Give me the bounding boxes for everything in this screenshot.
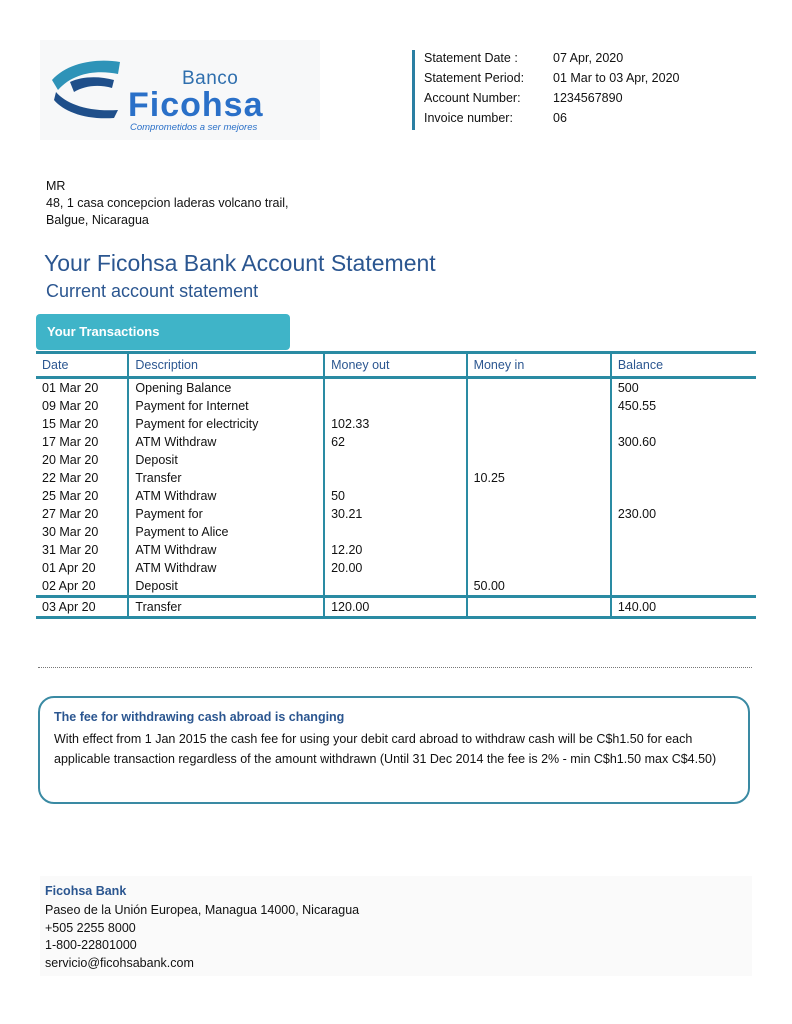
footer-bank-name: Ficohsa Bank bbox=[45, 884, 127, 898]
fee-notice-box bbox=[38, 696, 750, 804]
table-row bbox=[36, 541, 756, 559]
cell-money-in: 50.00 bbox=[467, 577, 611, 597]
notice-body: With effect from 1 Jan 2015 the cash fee for using your debit card abroad to withdraw cash will be C$h1.50 for each applicable transaction regardless of the amount withdrawn (Until 31 Dec 2014 the fee is 2% - min C$h1.50 max C$4.50) bbox=[54, 732, 717, 766]
cell-money-out: 12.20 bbox=[324, 541, 466, 559]
column-header-balance: Balance bbox=[611, 353, 756, 378]
meta-label: Statement Date : bbox=[424, 51, 518, 65]
bank-logo bbox=[40, 40, 320, 140]
cell-date: 25 Mar 20 bbox=[42, 489, 99, 503]
meta-value: 06 bbox=[553, 111, 567, 125]
table-row bbox=[36, 523, 756, 541]
table-row bbox=[36, 397, 756, 415]
table-row bbox=[36, 487, 756, 505]
cell-date: 27 Mar 20 bbox=[42, 507, 99, 521]
cell-money-out: 120.00 bbox=[324, 597, 466, 618]
cell-date: 31 Mar 20 bbox=[42, 543, 99, 557]
cell-money-out: 62 bbox=[324, 433, 466, 451]
footer-phone-2: 1-800-22801000 bbox=[45, 938, 137, 952]
meta-divider bbox=[412, 50, 415, 130]
cell-money-out bbox=[324, 397, 466, 415]
cell-money-in bbox=[467, 523, 611, 541]
page-subtitle: Current account statement bbox=[46, 281, 259, 301]
logo-tagline: Comprometidos a ser mejores bbox=[130, 122, 258, 133]
meta-label: Statement Period: bbox=[424, 71, 525, 85]
cell-date: 01 Mar 20 bbox=[42, 381, 99, 395]
table-row bbox=[36, 469, 756, 487]
cell-description: ATM Withdraw bbox=[128, 541, 324, 559]
cell-date: 03 Apr 20 bbox=[36, 597, 128, 618]
cell-date: 20 Mar 20 bbox=[42, 453, 99, 467]
table-row bbox=[36, 597, 756, 618]
footer-email: servicio@ficohsabank.com bbox=[45, 956, 194, 970]
cell-balance bbox=[611, 415, 756, 433]
cell-money-in bbox=[467, 597, 611, 618]
cell-balance bbox=[611, 523, 756, 541]
table-row bbox=[36, 415, 756, 433]
cell-date: 01 Apr 20 bbox=[42, 561, 96, 575]
cell-description: Payment for electricity bbox=[128, 415, 324, 433]
table-row bbox=[36, 577, 756, 597]
footer-address: Paseo de la Unión Europea, Managua 14000, Nicaragua bbox=[45, 903, 360, 917]
cell-balance bbox=[611, 559, 756, 577]
cell-money-in bbox=[467, 378, 611, 398]
cell-description: ATM Withdraw bbox=[128, 559, 324, 577]
cell-money-out: 30.21 bbox=[324, 505, 466, 523]
table-row bbox=[36, 559, 756, 577]
table-body bbox=[36, 378, 756, 618]
table-row bbox=[36, 433, 756, 451]
cell-money-in bbox=[467, 415, 611, 433]
notice-title: The fee for withdrawing cash abroad is changing bbox=[54, 710, 345, 724]
cell-description: Transfer bbox=[128, 469, 324, 487]
cell-date: 09 Mar 20 bbox=[42, 399, 99, 413]
cell-balance: 230.00 bbox=[611, 505, 756, 523]
cell-money-in bbox=[467, 559, 611, 577]
cell-balance: 450.55 bbox=[611, 397, 756, 415]
cell-date: 02 Apr 20 bbox=[42, 579, 96, 593]
column-header-money-in: Money in bbox=[467, 353, 611, 378]
address-line-1: 48, 1 casa concepcion laderas volcano trail, bbox=[46, 196, 289, 210]
cell-balance bbox=[611, 469, 756, 487]
cell-description: Payment for bbox=[128, 505, 324, 523]
cell-money-in bbox=[467, 433, 611, 451]
meta-value: 07 Apr, 2020 bbox=[553, 51, 624, 65]
cell-money-out bbox=[324, 469, 466, 487]
logo-banco-text: Banco bbox=[182, 68, 239, 89]
table-row bbox=[36, 451, 756, 469]
meta-label: Account Number: bbox=[424, 91, 521, 105]
cell-date: 22 Mar 20 bbox=[42, 471, 99, 485]
transactions-label: Your Transactions bbox=[47, 324, 160, 339]
cell-description: Deposit bbox=[128, 577, 324, 597]
cell-money-in bbox=[467, 541, 611, 559]
customer-name: MR bbox=[46, 179, 66, 193]
cell-balance bbox=[611, 451, 756, 469]
cell-money-in bbox=[467, 505, 611, 523]
table-row bbox=[36, 505, 756, 523]
cell-money-out: 20.00 bbox=[324, 559, 466, 577]
footer-phone-1: +505 2255 8000 bbox=[45, 921, 136, 935]
cell-balance bbox=[611, 577, 756, 597]
table-header-row bbox=[36, 353, 756, 378]
transactions-header bbox=[36, 314, 290, 350]
column-header-description: Description bbox=[128, 353, 324, 378]
column-header-date: Date bbox=[36, 353, 128, 378]
cell-money-out bbox=[324, 451, 466, 469]
meta-value: 01 Mar to 03 Apr, 2020 bbox=[553, 71, 680, 85]
customer-address bbox=[46, 178, 289, 229]
cell-balance: 140.00 bbox=[611, 597, 756, 618]
page-title: Your Ficohsa Bank Account Statement bbox=[44, 250, 436, 276]
cell-description: Transfer bbox=[128, 597, 324, 618]
cell-balance bbox=[611, 541, 756, 559]
cell-date: 15 Mar 20 bbox=[42, 417, 99, 431]
cell-money-in bbox=[467, 487, 611, 505]
cell-money-in bbox=[467, 397, 611, 415]
cell-balance: 500 bbox=[611, 378, 756, 398]
cell-date: 30 Mar 20 bbox=[42, 525, 99, 539]
cell-money-in: 10.25 bbox=[467, 469, 611, 487]
cell-money-out: 102.33 bbox=[324, 415, 466, 433]
cell-description: Payment to Alice bbox=[128, 523, 324, 541]
column-header-money-out: Money out bbox=[324, 353, 466, 378]
address-line-2: Balgue, Nicaragua bbox=[46, 213, 149, 227]
transactions-table bbox=[36, 351, 756, 619]
meta-value: 1234567890 bbox=[553, 91, 623, 105]
logo-name-text: Ficohsa bbox=[128, 86, 264, 124]
cell-date: 17 Mar 20 bbox=[42, 435, 99, 449]
cell-balance: 300.60 bbox=[611, 433, 756, 451]
cell-description: ATM Withdraw bbox=[128, 433, 324, 451]
cell-money-in bbox=[467, 451, 611, 469]
cell-description: Payment for Internet bbox=[128, 397, 324, 415]
cell-balance bbox=[611, 487, 756, 505]
cell-description: Deposit bbox=[128, 451, 324, 469]
meta-label: Invoice number: bbox=[424, 111, 513, 125]
dotted-divider bbox=[38, 667, 752, 668]
cell-money-out bbox=[324, 523, 466, 541]
cell-description: Opening Balance bbox=[128, 378, 324, 398]
cell-money-out bbox=[324, 378, 466, 398]
cell-money-out bbox=[324, 577, 466, 597]
logo-swoosh-icon bbox=[48, 52, 128, 122]
cell-description: ATM Withdraw bbox=[128, 487, 324, 505]
cell-money-out: 50 bbox=[324, 487, 466, 505]
table-row bbox=[36, 378, 756, 398]
bank-footer bbox=[40, 876, 752, 976]
